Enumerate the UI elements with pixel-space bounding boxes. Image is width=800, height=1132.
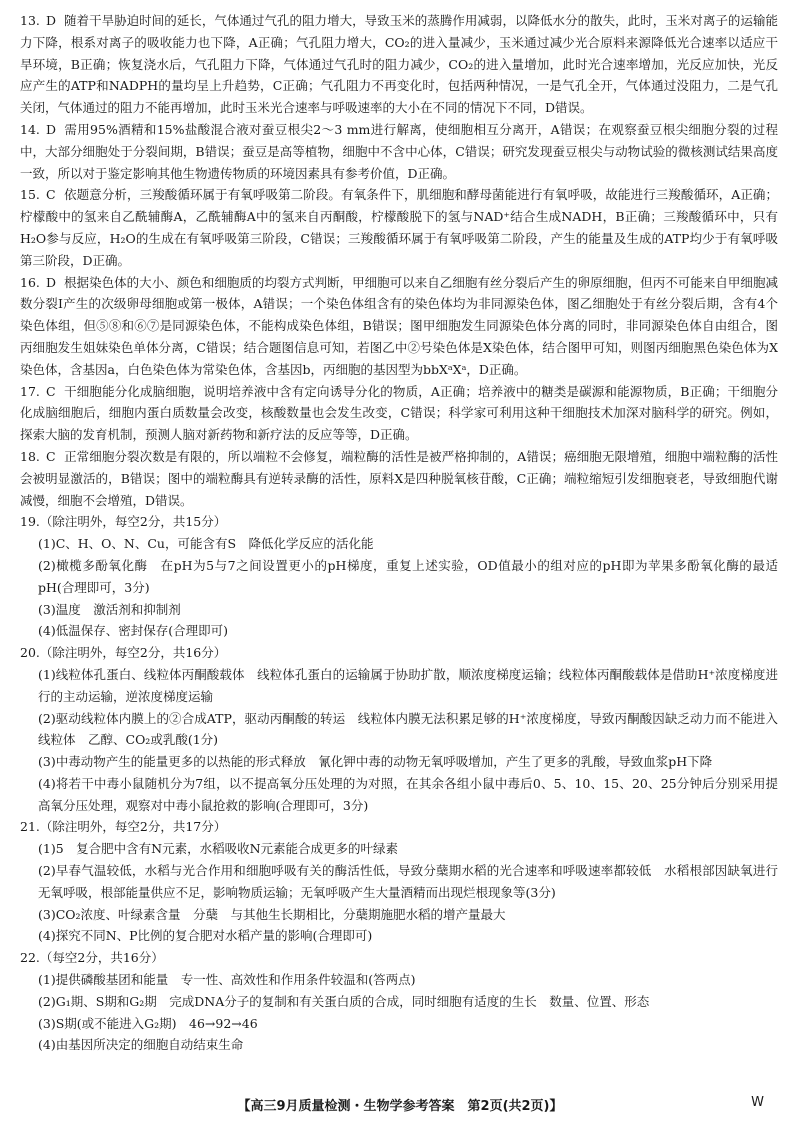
question-number: 13. (20, 13, 40, 28)
question-number: 14. (20, 121, 40, 137)
question-header: 21.（除注明外，每空2分，共17分） (20, 819, 227, 835)
answer-document (20, 10, 778, 1056)
sub-answer: (1)提供磷酸基团和能量 专一性、高效性和作用条件较温和(答两点) (38, 972, 416, 988)
sub-answer: (2)橄榄多酚氧化酶 在pH为5与7之间设置更小的pH梯度，重复上述实验，OD值最小的组对应的pH即为苹果多酚氧化酶的最适pH(合理即可，3分) (38, 557, 778, 595)
answer-17 (20, 381, 778, 446)
sub-answer: (1)C、H、O、N、Cu，可能含有S 降低化学反应的活化能 (38, 536, 374, 552)
answer-15 (20, 184, 778, 271)
answer-22 (20, 947, 778, 1056)
answer-14 (20, 119, 778, 184)
answer-letter: C (46, 383, 56, 399)
answer-16 (20, 272, 778, 381)
question-header: 20.（除注明外，每空2分，共16分） (20, 645, 227, 661)
answer-explanation: 依题意分析，三羧酸循环属于有氧呼吸第二阶段。有氧条件下，肌细胞和酵母菌能进行有氧呼吸，故能进行三羧酸循环，A正确；柠檬酸中的氢来自乙酰辅酶A，乙酰辅酶A中的氢来自丙酮酸，柠檬酸脱下的氢与NAD⁺结合生成NADH，B正确；三羧酸循环中，只有H₂O参与反应，H₂O的生成在有氧呼吸第三阶段，C错误；三羧酸循环属于有氧呼吸第二阶段，产生的能量及生成的ATP均少于有氧呼吸第三阶段，D正确。 (20, 187, 778, 268)
question-header: 19.（除注明外，每空2分，共15分） (20, 514, 227, 530)
sub-answer: (4)低温保存、密封保存(合理即可) (38, 623, 228, 639)
sub-answer: (2)早春气温较低，水稻与光合作用和细胞呼吸有关的酶活性低，导致分蘖期水稻的光合速率和呼吸速率都较低 水稻根部因缺氧进行无氧呼吸，根部能量供应不足，影响物质运输；无氧呼吸产生大量酒精而出现烂根现象等(3分) (38, 863, 778, 900)
answer-explanation: 正常细胞分裂次数是有限的，所以端粒不会修复，端粒酶的活性是被严格抑制的，A错误；癌细胞无限增殖，细胞中端粒酶的活性会被明显激活的，B错误；图中的端粒酶具有逆转录酶的活性，原料X是四种脱氧核苷酸，C正确；端粒缩短引发细胞衰老，导致细胞代谢减慢，细胞不会增殖，D错误。 (20, 448, 778, 508)
answer-letter: D (46, 274, 57, 290)
sub-answer: (4)探究不同N、P比例的复合肥对水稻产量的影响(合理即可) (38, 928, 373, 944)
sub-answer: (3)中毒动物产生的能量更多的以热能的形式释放 氰化钾中毒的动物无氧呼吸增加，产生了更多的乳酸，导致血浆pH下降 (38, 754, 713, 770)
sub-answer: (3)CO₂浓度、叶绿素含量 分蘖 与其他生长期相比，分蘖期施肥水稻的增产量最大 (38, 906, 506, 922)
answer-letter: D (46, 121, 57, 137)
question-number: 18. (20, 448, 40, 464)
sub-answer: (3)温度 激活剂和抑制剂 (38, 601, 181, 617)
answer-letter: C (46, 187, 56, 203)
sub-answer: (4)将若干中毒小鼠随机分为7组，以不提高氧分压处理的为对照，在其余各组小鼠中毒后0、5、10、15、20、25分钟后分别采用提高氧分压处理，观察对中毒小鼠抢救的影响(合理即可，3分) (38, 775, 778, 813)
answer-letter: C (46, 448, 56, 464)
answer-explanation: 根据染色体的大小、颜色和细胞质的均裂方式判断，甲细胞可以来自乙细胞有丝分裂后产生的卵原细胞，但丙不可能来自甲细胞减数分裂Ⅰ产生的次级卵母细胞或第一极体，A错误；一个染色体组含有的染色体均为非同源染色体，图乙细胞处于有丝分裂后期，含有4个染色体组，但⑤⑧和⑥⑦是同源染色体，不能构成染色体组，B错误；图甲细胞发生同源染色体分离的同时，非同源染色体自由组合，图丙细胞发生姐妹染色单体分离，C错误；结合题图信息可知，若图乙中②号染色体是X染色体，结合图甲可知，则图丙细胞黑色染色体为X染色体，含基因a，白色染色体为常染色体，含基因b，丙细胞的基因型为bbXᵃXᵃ，D正确。 (20, 274, 778, 377)
page-footer: 【高三9月质量检测・生物学参考答案 第2页(共2页)】 (237, 1099, 563, 1114)
question-header: 22.（每空2分，共16分） (20, 950, 164, 966)
footer-mark: W (751, 1095, 764, 1110)
sub-answer: (3)S期(或不能进入G₂期) 46→92→46 (38, 1015, 258, 1031)
sub-answer: (2)驱动线粒体内膜上的②合成ATP，驱动丙酮酸的转运 线粒体内膜无法积累足够的H⁺浓度梯度，导致丙酮酸因缺乏动力而不能进入线粒体 乙醇、CO₂或乳酸(1分) (38, 710, 778, 748)
answer-explanation: 干细胞能分化成脑细胞，说明培养液中含有定向诱导分化的物质，A正确；培养液中的糖类是碳源和能源物质，B正确；干细胞分化成脑细胞后，细胞内蛋白质数量会改变，核酸数量也会发生改变，C错误；科学家可利用这种干细胞技术加深对脑科学的研究。例如，探索大脑的发育机制，预测人脑对新药物和新疗法的反应等等，D正确。 (20, 383, 778, 443)
answer-13 (20, 10, 778, 119)
answer-21 (20, 816, 778, 947)
answer-explanation: 随着干旱胁迫时间的延长，气体通过气孔的阻力增大，导致玉米的蒸腾作用减弱，以降低水分的散失，此时，玉米对离子的运输能力下降，根系对离子的吸收能力也下降，A正确；气孔阻力增大，CO₂的进入量减少，玉米通过减少光合原料来源降低光合速率以适应干旱环境，B正确；恢复浇水后，气孔阻力下降，气体通过气孔时的阻力减少，CO₂的进入量增加，此时光合速率增加，光反应加快，光反应产生的ATP和NADPH的量均呈上升趋势，C正确；气孔阻力不再变化时，包括两种情况，一是气孔全开，气体通过没阻力，二是气孔关闭，气体通过的阻力不能再增加，此时玉米光合速率与呼吸速率的大小在不同的情况下不同，D错误。 (20, 13, 778, 116)
answer-18 (20, 446, 778, 511)
question-number: 16. (20, 274, 40, 290)
sub-answer: (1)线粒体孔蛋白、线粒体丙酮酸载体 线粒体孔蛋白的运输属于协助扩散，顺浓度梯度运输；线粒体丙酮酸载体是借助H⁺浓度梯度进行的主动运输，逆浓度梯度运输 (38, 666, 778, 704)
answer-explanation: 需用95%酒精和15%盐酸混合液对蚕豆根尖2～3 mm进行解离，使细胞相互分离开，A错误；在观察蚕豆根尖细胞分裂的过程中，大部分细胞处于分裂间期，B错误；蚕豆是高等植物，细胞中不含中心体，C错误；研究发现蚕豆根尖与动物试验的微核测试结果高度一致，所以对于鉴定影响其他生物遗传物质的环境因素具有参考价值，D正确。 (20, 121, 778, 181)
sub-answer: (4)由基因所决定的细胞自动结束生命 (38, 1037, 244, 1053)
sub-answer: (2)G₁期、S期和G₂期 完成DNA分子的复制和有关蛋白质的合成，同时细胞有适度的生长 数量、位置、形态 (38, 993, 650, 1009)
answer-20 (20, 642, 778, 816)
question-number: 17. (20, 383, 40, 399)
question-number: 15. (20, 187, 40, 203)
answer-letter: D (46, 13, 57, 28)
sub-answer: (1)5 复合肥中含有N元素，水稻吸收N元素能合成更多的叶绿素 (38, 841, 399, 857)
answer-19 (20, 511, 778, 642)
